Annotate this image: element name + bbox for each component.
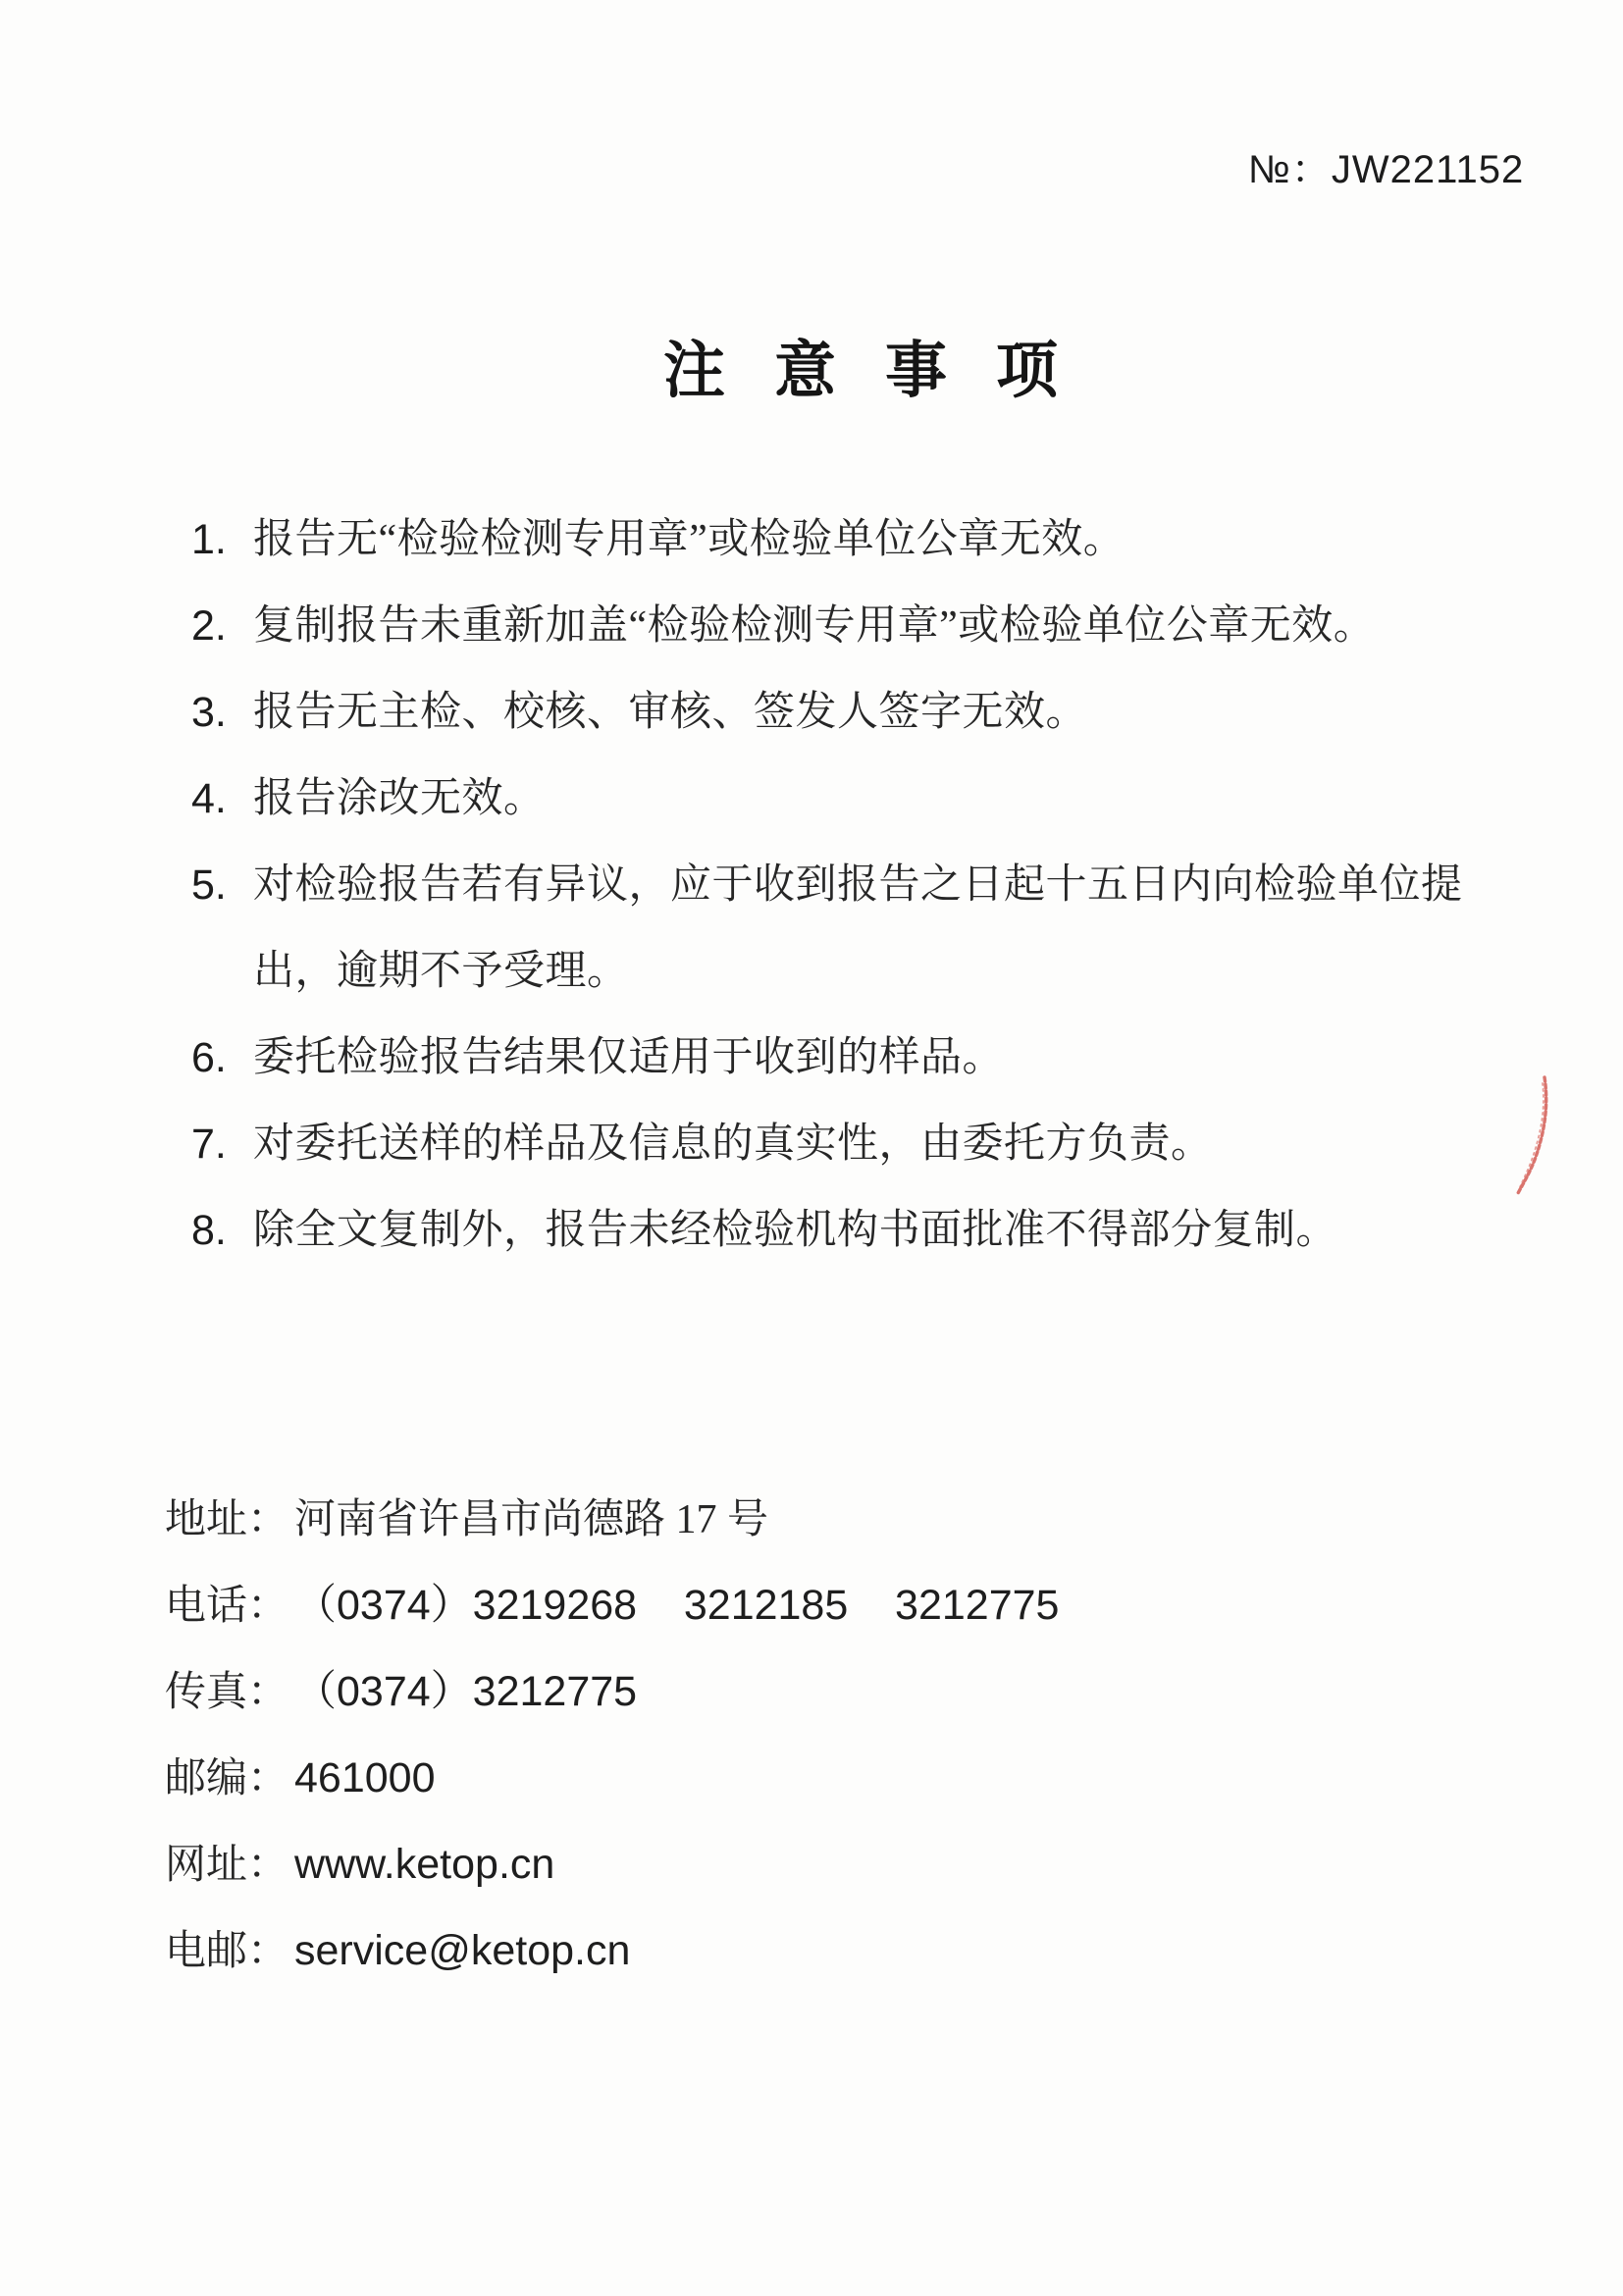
note-item-8 (191, 1187, 1511, 1274)
note-text: 对检验报告若有异议，应于收到报告之日起十五日内向检验单位提出，逾期不予受理。 (253, 862, 1463, 994)
note-number: 2. (191, 602, 227, 650)
contact-block (165, 1478, 1342, 1995)
note-number: 8. (191, 1207, 227, 1254)
note-item-7 (191, 1101, 1511, 1187)
note-number: 5. (191, 861, 227, 909)
note-text: 报告无主检、校核、审核、签发人签字无效。 (253, 690, 1088, 735)
notes-list (191, 496, 1511, 1274)
note-text: 复制报告未重新加盖“检验检测专用章”或检验单位公章无效。 (253, 603, 1376, 649)
note-item-6 (191, 1015, 1511, 1101)
website-label: 网址： (165, 1843, 289, 1888)
contact-row-website (165, 1822, 1342, 1908)
contact-row-email (165, 1908, 1342, 1995)
note-text: 委托检验报告结果仅适用于收到的样品。 (253, 1035, 1005, 1080)
note-number: 4. (191, 775, 227, 822)
fax-value: （0374）3212775 (294, 1668, 638, 1715)
note-text: 对委托送样的样品及信息的真实性，由委托方负责。 (253, 1122, 1213, 1167)
fax-label: 传真： (165, 1670, 289, 1715)
document-number (1248, 147, 1524, 192)
note-item-5 (191, 842, 1511, 1015)
note-text: 除全文复制外，报告未经检验机构书面批准不得部分复制。 (253, 1208, 1338, 1253)
note-text: 报告无“检验检测专用章”或检验单位公章无效。 (253, 517, 1126, 562)
red-ink-stroke (1509, 1070, 1556, 1199)
document-number-value: JW221152 (1331, 148, 1525, 191)
note-text: 报告涂改无效。 (253, 776, 546, 821)
document-number-label: №： (1248, 148, 1332, 191)
address-label: 地址： (165, 1497, 289, 1542)
note-item-3 (191, 669, 1511, 756)
note-number: 1. (191, 516, 227, 563)
contact-row-fax (165, 1649, 1342, 1736)
note-number: 3. (191, 689, 227, 736)
contact-row-address (165, 1478, 1342, 1563)
note-number: 6. (191, 1034, 227, 1081)
website-value: www.ketop.cn (294, 1841, 555, 1888)
note-item-4 (191, 756, 1511, 842)
contact-row-phone (165, 1563, 1342, 1649)
address-value: 河南省许昌市尚德路 17 号 (294, 1497, 769, 1542)
email-value: service@ketop.cn (294, 1927, 631, 1974)
postcode-value: 461000 (294, 1754, 436, 1801)
note-item-2 (191, 583, 1511, 669)
postcode-label: 邮编： (165, 1756, 289, 1801)
page-title: 注意事项 (663, 337, 1107, 405)
note-item-1 (191, 496, 1511, 583)
email-label: 电邮： (165, 1929, 289, 1974)
note-number: 7. (191, 1121, 227, 1168)
contact-row-postcode (165, 1736, 1342, 1822)
phone-label: 电话： (165, 1584, 289, 1629)
phone-value: （0374）3219268 3212185 3212775 (294, 1582, 1060, 1629)
